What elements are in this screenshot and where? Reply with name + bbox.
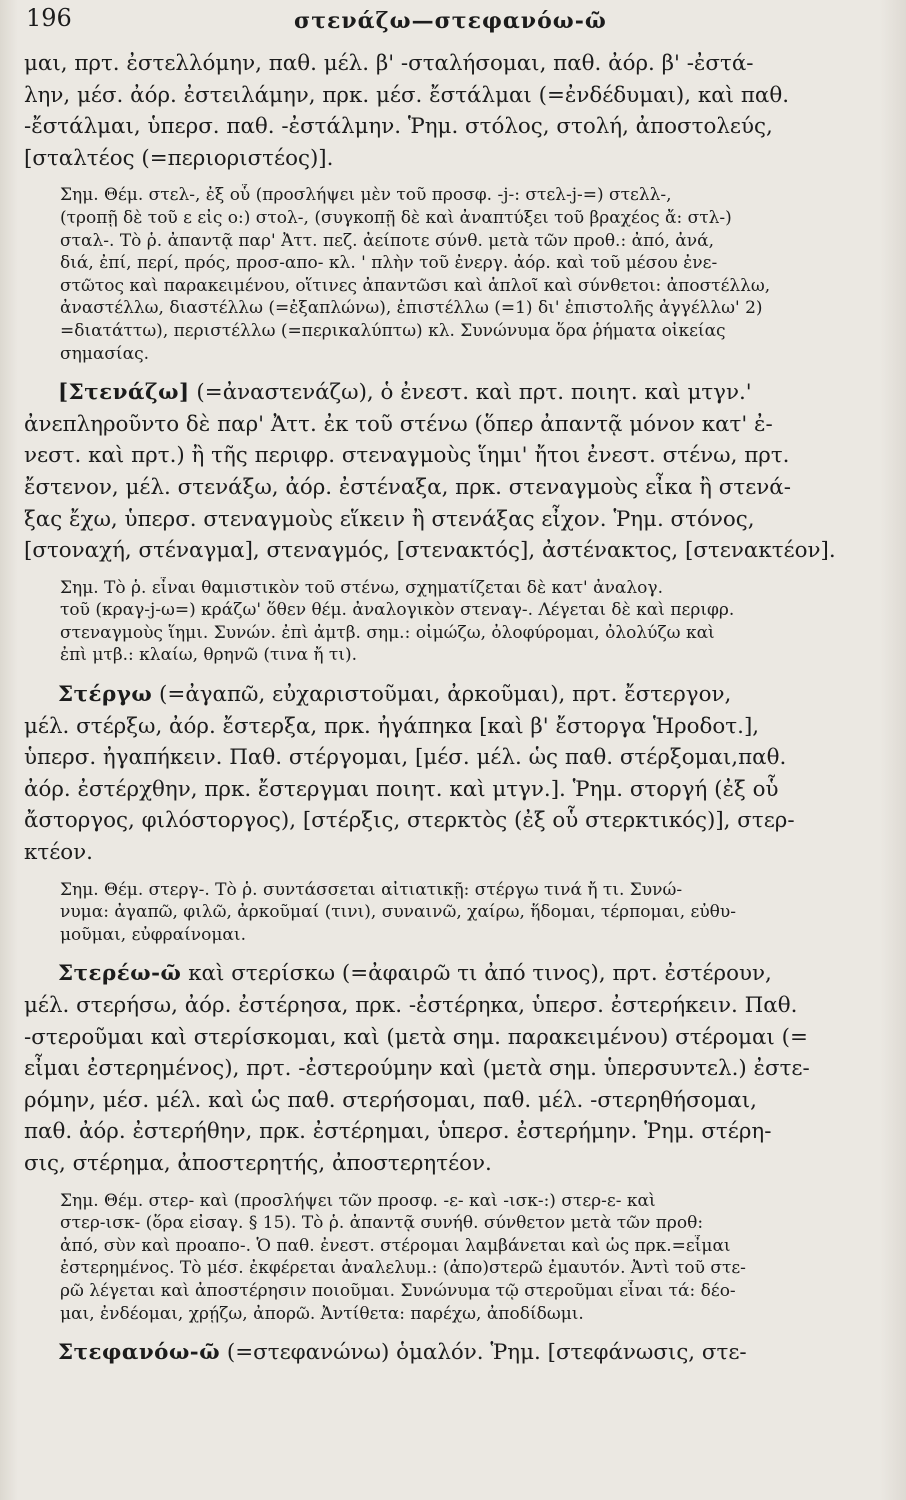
text-line: ἀόρ. ἐστέρχθην, πρκ. ἔστεργμαι ποιητ. καὶ μτγν.]. Ῥημ. στοργή (ἐξ οὗ [24, 776, 779, 802]
entry-stereo [24, 958, 876, 1179]
text-line: ἄστοργος, φιλόστοργος), [στέρξις, στερκτὸς (ἐξ οὗ στερκτικός)], στερ- [24, 808, 795, 834]
page-header [24, 4, 876, 48]
note-line: σταλ-. Τὸ ῥ. ἀπαντᾷ παρ' Ἀττ. πεζ. ἀείποτε σύνθ. μετὰ τῶν προθ.: ἀπό, ἀνά, [60, 230, 714, 251]
note-line: Σημ. Τὸ ῥ. εἶναι θαμιστικὸν τοῦ στένω, σχηματίζεται δὲ κατ' ἀναλογ. [60, 577, 663, 598]
text-line: μέλ. στέρξω, ἀόρ. ἔστερξα, πρκ. ἠγάπηκα [καὶ β' ἔστοργα Ἡροδοτ.], [24, 713, 760, 739]
text-line: παθ. ἀόρ. ἐστερήθην, πρκ. ἐστέρημαι, ὑπερσ. ἐστερήμην. Ῥημ. στέρη- [24, 1119, 772, 1145]
headword: Στέργω [58, 682, 153, 708]
note-line: (τροπῇ δὲ τοῦ ε εἰς ο:) στολ-, (συγκοπῇ δὲ καὶ ἀναπτύξει τοῦ βραχέος ἄ: στλ-) [60, 207, 732, 228]
note-stello [24, 184, 876, 365]
note-line: στερ-ισκ- (ὅρα εἰσαγ. § 15). Τὸ ῥ. ἀπαντᾷ συνήθ. σύνθετον μετὰ τῶν προθ: [60, 1213, 704, 1234]
text-line: σις, στέρημα, ἀποστερητής, ἀποστερητέον. [24, 1150, 492, 1176]
note-line: ἐστερημένος. Τὸ μέσ. ἐκφέρεται ἀναλελυμ.: (ἀπο)στερῶ ἐμαυτόν. Ἀντὶ τοῦ στε- [60, 1258, 746, 1279]
text-line: -στεροῦμαι καὶ στερίσκομαι, καὶ (μετὰ σημ. παρακειμένου) στέρομαι (= [24, 1024, 808, 1050]
headword: Στεφανόω-ῶ [58, 1340, 221, 1366]
text-line: [σταλτέος (=περιοριστέος)]. [24, 145, 334, 171]
page-number: 196 [26, 4, 72, 32]
text-fragment: καὶ στερίσκω (=ἀφαιρῶ τι ἀπό τινος), πρτ. ἐστέρουν, [188, 961, 772, 987]
text-line: εἶμαι ἐστερημένος), πρτ. -ἐστερούμην καὶ (μετὰ σημ. ὑπερσυντελ.) ἐστε- [24, 1056, 810, 1082]
text-line: μαι, πρτ. ἐστελλόμην, παθ. μέλ. β' -σταλήσομαι, παθ. ἀόρ. β' -ἐστά- [24, 51, 754, 76]
note-line: σημασίας. [60, 343, 149, 364]
note-line: ἀπό, σὺν καὶ προαπο-. Ὁ παθ. ἐνεστ. στέρομαι λαμβάνεται καὶ ὡς πρκ.=εἶμαι [60, 1235, 731, 1256]
note-line: νυμα: ἀγαπῶ, φιλῶ, ἀρκοῦμαί (τινι), συναινῶ, χαίρω, ἥδομαι, τέρπομαι, εὐθυ- [60, 902, 736, 923]
headword: [Στενάζω] [58, 380, 190, 406]
text-line [24, 679, 876, 711]
note-stereo [24, 1190, 876, 1326]
entry-stello-continuation [24, 48, 876, 174]
note-line: διά, ἐπί, περί, πρός, προσ-απο- κλ. ' πλὴν τοῦ ἐνεργ. ἀόρ. καὶ τοῦ μέσου ἐνε- [60, 253, 718, 274]
text-fragment: (=στεφανώνω) ὁμαλόν. Ῥημ. [στεφάνωσις, στε- [226, 1340, 747, 1366]
text-line: κτέον. [24, 840, 93, 866]
text-fragment: (=ἀγαπῶ, εὐχαριστοῦμαι, ἀρκοῦμαι), πρτ. ἔστεργον, [159, 682, 732, 708]
text-line: νεστ. καὶ πρτ.) ἢ τῆς περιφρ. στεναγμοὺς ἵημι' ἤτοι ἐνεστ. στένω, πρτ. [24, 443, 790, 469]
text-line: [στοναχή, στέναγμα], στεναγμός, [στενακτός], ἀστένακτος, [στενακτέον]. [24, 538, 836, 564]
note-line: Σημ. Θέμ. στερ- καὶ (προσλήψει τῶν προσφ. -ε- καὶ -ισκ-:) στερ-ε- καὶ [60, 1190, 656, 1211]
text-line [24, 377, 876, 409]
text-line: λην, μέσ. ἀόρ. ἐστειλάμην, πρκ. μέσ. ἔστάλμαι (=ἐνδέδυμαι), καὶ παθ. [24, 82, 790, 108]
note-line: μαι, ἐνδέομαι, χρῄζω, ἀπορῶ. Ἀντίθετα: παρέχω, ἀποδίδωμι. [60, 1303, 584, 1324]
text-line: ἔστενον, μέλ. στενάξω, ἀόρ. ἐστέναξα, πρκ. στεναγμοὺς εἶκα ἢ στενά- [24, 474, 791, 500]
text-line [24, 1337, 876, 1369]
note-stergo [24, 879, 876, 947]
text-fragment: (=ἀναστενάζω), ὁ ἐνεστ. καὶ πρτ. ποιητ. καὶ μτγν.' [196, 380, 752, 406]
note-line: Σημ. Θέμ. στελ-, ἐξ οὗ (προσλήψει μὲν τοῦ προσφ. -j-: στελ-j-=) στελλ-, [60, 185, 672, 206]
entry-stephanoo [24, 1337, 876, 1369]
entry-stenazo [24, 377, 876, 567]
note-line: =διατάττω), περιστέλλω (=περικαλύπτω) κλ. Συνώνυμα ὅρα ῥήματα οἰκείας [60, 320, 726, 341]
note-line: Σημ. Θέμ. στεργ-. Τὸ ῥ. συντάσσεται αἰτιατικῇ: στέργω τινά ἤ τι. Συνώ- [60, 879, 683, 900]
note-line: στεναγμοὺς ἵημι. Συνών. ἐπὶ ἀμτβ. σημ.: οἰμώζω, ὀλοφύρομαι, ὀλολύζω καὶ [60, 622, 715, 643]
note-stenazo [24, 577, 876, 667]
note-line: ἀναστέλλω, διαστέλλω (=ἐξαπλώνω), ἐπιστέλλω (=1) δι' ἐπιστολῆς ἀγγέλλω' 2) [60, 298, 763, 319]
entry-stergo [24, 679, 876, 869]
text-line: ὑπερσ. ἠγαπήκειν. Παθ. στέργομαι, [μέσ. μέλ. ὡς παθ. στέρξομαι,παθ. [24, 745, 787, 771]
note-line: ρῶ λέγεται καὶ ἀποστέρησιν ποιοῦμαι. Συνώνυμα τῷ στεροῦμαι εἶναι τά: δέο- [60, 1280, 736, 1301]
text-line: ἀνεπληροῦντο δὲ παρ' Ἀττ. ἐκ τοῦ στένω (ὅπερ ἀπαντᾷ μόνον κατ' ἐ- [24, 411, 773, 437]
note-line: στῶτος καὶ παρακειμένου, οἵτινες ἀπαντῶσι καὶ ἁπλοῖ καὶ σύνθετοι: ἀποστέλλω, [60, 275, 771, 296]
text-line: ρόμην, μέσ. μέλ. καὶ ὡς παθ. στερήσομαι, παθ. μέλ. -στερηθήσομαι, [24, 1087, 757, 1113]
text-line [24, 958, 876, 990]
text-line: -ἔστάλμαι, ὑπερσ. παθ. -ἐστάλμην. Ῥημ. στόλος, στολή, ἀποστολεύς, [24, 114, 773, 140]
note-line: μοῦμαι, εὐφραίνομαι. [60, 924, 246, 945]
headword: Στερέω-ῶ [58, 961, 182, 987]
note-line: τοῦ (κραγ-j-ω=) κράζω' ὅθεν θέμ. ἀναλογικὸν στεναγ-. Λέγεται δὲ καὶ περιφρ. [60, 600, 735, 621]
text-line: ξας ἔχω, ὑπερσ. στεναγμοὺς εἵκειν ἢ στενάξας εἶχον. Ῥημ. στόνος, [24, 506, 755, 532]
running-head: στενάζω—στεφανόω-ῶ [294, 8, 607, 34]
text-line: μέλ. στερήσω, ἀόρ. ἐστέρησα, πρκ. -ἐστέρηκα, ὑπερσ. ἐστερήκειν. Παθ. [24, 993, 798, 1018]
note-line: ἐπὶ μτβ.: κλαίω, θρηνῶ (τινα ἤ τι). [60, 645, 358, 666]
